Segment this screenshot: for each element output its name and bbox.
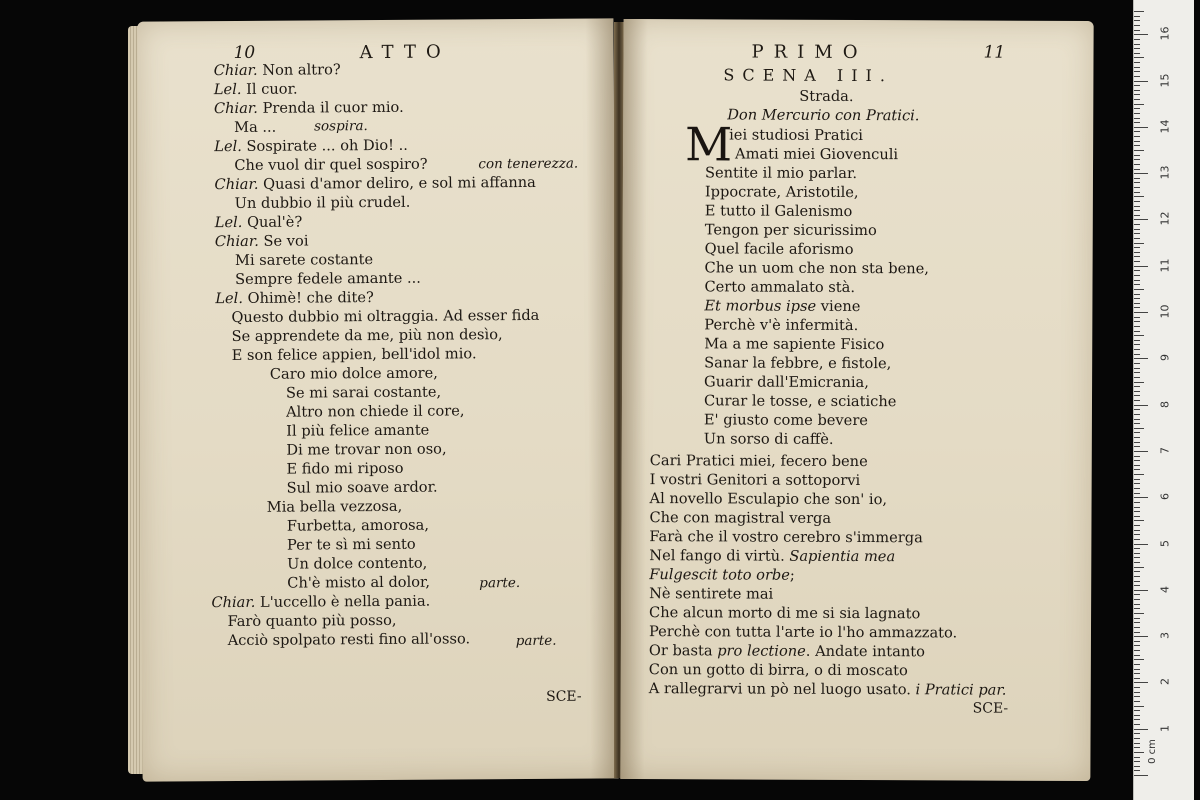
ruler-tick	[1134, 678, 1140, 679]
ruler-tick	[1134, 627, 1140, 628]
ruler-tick	[1134, 57, 1144, 58]
ruler-tick	[1134, 145, 1140, 146]
ruler-tick	[1134, 613, 1144, 614]
ruler-number: 6	[1158, 493, 1172, 501]
text-line: Et morbus ipse viene	[704, 297, 861, 316]
ruler-tick	[1134, 465, 1140, 466]
ruler-number: 4	[1158, 585, 1172, 593]
text-line: Chiar. Quasi d'amor deliro, e sol mi affanna	[214, 173, 536, 194]
speaker-name: Lel.	[215, 289, 243, 308]
ruler-tick	[1134, 312, 1148, 313]
ruler-number: 8	[1158, 400, 1172, 408]
ruler-tick	[1134, 622, 1140, 623]
ruler-tick	[1134, 548, 1140, 549]
text-line: Mia bella vezzosa,	[266, 497, 403, 516]
ruler-tick	[1134, 344, 1140, 345]
text-line: Ma ...	[234, 118, 277, 136]
ruler-tick	[1134, 641, 1140, 642]
stage-direction: con tenerezza.	[478, 155, 579, 173]
speaker-name: Chiar.	[211, 593, 256, 612]
ruler-tick	[1134, 590, 1148, 591]
ruler-tick	[1134, 451, 1148, 452]
text-line: Acciò spolpato resti fino all'osso.	[227, 630, 471, 650]
ruler-tick	[1134, 618, 1140, 619]
ruler-tick	[1134, 687, 1140, 688]
ruler-tick	[1134, 372, 1140, 373]
ruler-tick	[1134, 141, 1140, 142]
ruler-tick	[1134, 752, 1144, 753]
speaker-name: Lel.	[214, 137, 242, 156]
text-line: Il più felice amante	[286, 421, 430, 440]
page-number-right: 11	[983, 42, 1006, 63]
ruler-tick	[1134, 664, 1140, 665]
ruler-tick	[1134, 645, 1140, 646]
text-line: Or basta pro lectione. Andate intanto	[648, 642, 925, 661]
ruler-tick	[1134, 150, 1144, 151]
ruler-tick	[1134, 377, 1140, 378]
ruler-tick	[1134, 405, 1148, 406]
ruler-tick	[1134, 62, 1140, 63]
ruler-tick	[1134, 48, 1140, 49]
ruler-tick	[1134, 173, 1148, 174]
text-line: Che vuol dir quel sospiro?	[234, 155, 428, 174]
text-line: Quel facile aforismo	[704, 240, 854, 258]
text-line: Chiar. Prenda il cuor mio.	[213, 98, 404, 118]
speaker-name: Chiar.	[214, 232, 259, 251]
ruler-tick	[1134, 94, 1140, 95]
ruler-tick	[1134, 349, 1140, 350]
ruler-tick	[1134, 456, 1140, 457]
running-header-left: ATTO	[359, 41, 451, 64]
ruler-tick	[1134, 761, 1140, 762]
ruler-tick	[1134, 317, 1140, 318]
ruler-tick	[1134, 474, 1144, 475]
text-line: Chiar. Se voi	[214, 232, 309, 251]
ruler-tick	[1134, 178, 1140, 179]
ruler-tick	[1134, 488, 1140, 489]
ruler-tick	[1134, 294, 1140, 295]
ruler-number: 7	[1158, 446, 1172, 454]
ruler-tick	[1134, 182, 1140, 183]
text-line: Perchè con tutta l'arte io l'ho ammazzato.	[648, 623, 958, 642]
ruler-tick	[1134, 692, 1140, 693]
ruler-tick	[1134, 127, 1148, 128]
text-line: Sanar la febbre, e fistole,	[704, 354, 892, 373]
text-line: A rallegrarvi un pò nel luogo usato. i Pratici par.	[648, 680, 1007, 699]
ruler-tick	[1134, 414, 1140, 415]
ruler-tick	[1134, 280, 1140, 281]
ruler-number: 5	[1158, 539, 1172, 547]
ruler-tick	[1134, 511, 1140, 512]
ruler-tick	[1134, 493, 1140, 494]
ruler-tick	[1134, 696, 1140, 697]
ruler-tick	[1134, 53, 1140, 54]
ruler-tick	[1134, 122, 1140, 123]
text-line: Nè sentirete mai	[649, 585, 774, 603]
ruler-tick	[1134, 331, 1140, 332]
ruler-tick	[1134, 442, 1140, 443]
ruler-tick	[1134, 567, 1144, 568]
text-line: Chiar. Non altro?	[213, 61, 341, 80]
ruler-tick	[1134, 81, 1148, 82]
ruler-tick	[1134, 187, 1140, 188]
ruler-tick	[1134, 275, 1140, 276]
text-line: Curar le tosse, e sciatiche	[703, 392, 897, 411]
ruler-tick	[1134, 224, 1140, 225]
ruler-tick	[1134, 581, 1140, 582]
scene-title: SCENA III.	[723, 65, 894, 86]
ruler-tick	[1134, 326, 1140, 327]
ruler-tick	[1134, 238, 1140, 239]
ruler-tick	[1134, 289, 1144, 290]
ruler-tick	[1134, 233, 1140, 234]
ruler-tick	[1134, 363, 1140, 364]
ruler-tick	[1134, 335, 1144, 336]
text-line: Un dolce contento,	[287, 554, 428, 573]
ruler-tick	[1134, 391, 1140, 392]
speaker-name: Chiar.	[214, 175, 259, 194]
ruler-tick	[1134, 437, 1140, 438]
ruler-tick	[1134, 469, 1140, 470]
speaker-name: Chiar.	[213, 99, 258, 118]
ruler-tick	[1134, 39, 1140, 40]
ruler-tick	[1134, 164, 1140, 165]
ruler-tick	[1134, 118, 1140, 119]
ruler-tick	[1134, 655, 1140, 656]
ruler-tick	[1134, 423, 1140, 424]
ruler-tick	[1134, 67, 1140, 68]
ruler-number: 13	[1158, 165, 1172, 180]
ruler-tick	[1134, 247, 1140, 248]
text-line: Che con magistral verga	[649, 509, 832, 527]
ruler-tick	[1134, 608, 1140, 609]
ruler-tick	[1134, 85, 1140, 86]
speaker-name: Lel.	[213, 80, 242, 99]
text-line: Mi sarete costante	[234, 251, 374, 269]
ruler-tick	[1134, 261, 1140, 262]
text-line: Un sorso di caffè.	[703, 430, 834, 448]
ruler-tick	[1134, 113, 1140, 114]
ruler-tick	[1134, 131, 1140, 132]
text-line: Certo ammalato stà.	[704, 278, 856, 296]
ruler-tick	[1134, 682, 1148, 683]
ruler-tick	[1134, 284, 1140, 285]
ruler-tick	[1134, 298, 1140, 299]
text-line: Di me trovar non oso,	[286, 440, 447, 459]
ruler-number: 2	[1158, 678, 1172, 686]
text-line: Per te sì mi sento	[286, 535, 416, 554]
ruler-tick	[1134, 252, 1140, 253]
ruler-tick	[1134, 706, 1144, 707]
ruler-tick	[1134, 483, 1140, 484]
ruler-tick	[1134, 507, 1140, 508]
text-line: Sul mio soave ardor.	[286, 478, 438, 497]
catchword: SCE-	[972, 700, 1009, 717]
text-line: Un dubbio il più crudel.	[234, 193, 411, 212]
ruler-tick	[1134, 479, 1140, 480]
ruler-tick	[1134, 562, 1140, 563]
ruler-tick	[1134, 553, 1140, 554]
ruler-tick	[1134, 71, 1140, 72]
ruler-tick	[1134, 724, 1140, 725]
ruler-tick	[1134, 497, 1148, 498]
ruler-tick	[1134, 136, 1140, 137]
text-line: Chiar. L'uccello è nella pania.	[211, 592, 431, 612]
text-line: Che un uom che non sta bene,	[704, 259, 929, 278]
ruler-number: 12	[1158, 211, 1172, 226]
ruler-tick	[1134, 747, 1140, 748]
ruler-tick	[1134, 557, 1140, 558]
ruler-tick	[1134, 594, 1140, 595]
ruler-tick	[1134, 108, 1140, 109]
text-line: Furbetta, amorosa,	[286, 516, 430, 535]
text-line: Perchè v'è infermità.	[704, 316, 859, 335]
ruler-tick	[1134, 354, 1140, 355]
page-number-left: 10	[233, 42, 256, 63]
text-line: Al novello Esculapio che son' io,	[649, 490, 888, 509]
ruler-tick	[1134, 534, 1140, 535]
measurement-ruler	[1133, 0, 1194, 800]
text-line: iei studiosi Pratici	[729, 126, 864, 145]
ruler-tick	[1134, 382, 1144, 383]
ruler-tick	[1134, 460, 1140, 461]
ruler-tick	[1134, 25, 1140, 26]
stage-direction: parte.	[479, 575, 521, 592]
drop-cap: M	[684, 117, 733, 172]
text-line: Fulgescit toto orbe;	[649, 566, 795, 584]
ruler-tick	[1134, 219, 1148, 220]
ruler-tick	[1134, 544, 1148, 545]
text-line: Che alcun morto di me si sia lagnato	[649, 604, 921, 623]
ruler-tick	[1134, 99, 1140, 100]
ruler-tick	[1134, 530, 1140, 531]
ruler-tick	[1134, 201, 1140, 202]
ruler-tick	[1134, 266, 1148, 267]
text-line: Ma a me sapiente Fisico	[704, 335, 885, 354]
text-line: Farò quanto più posso,	[227, 611, 397, 631]
text-line: Nel fango di virtù. Sapientia mea	[649, 547, 896, 566]
ruler-tick	[1134, 256, 1140, 257]
running-header-right: PRIMO	[751, 41, 868, 64]
ruler-tick	[1134, 516, 1140, 517]
ruler-tick	[1134, 104, 1144, 105]
ruler-tick	[1134, 368, 1140, 369]
ruler-tick	[1134, 673, 1140, 674]
stage-direction: parte.	[515, 632, 557, 650]
ruler-tick	[1134, 90, 1140, 91]
ruler-tick	[1134, 715, 1140, 716]
text-line: Sentite il mio parlar.	[704, 164, 858, 182]
ruler-tick	[1134, 400, 1140, 401]
ruler-tick	[1134, 525, 1140, 526]
text-line: E tutto il Galenismo	[704, 202, 853, 220]
text-line: Lel. Ohimè! che dite?	[215, 289, 374, 308]
text-line: Cari Pratici miei, fecero bene	[649, 452, 868, 471]
speaker-name: Chiar.	[213, 61, 258, 80]
ruler-tick	[1134, 11, 1144, 12]
catchword: SCE-	[546, 688, 582, 705]
ruler-tick	[1134, 409, 1140, 410]
ruler-tick	[1134, 34, 1148, 35]
scene-setting: Strada.	[799, 87, 854, 105]
ruler-tick	[1134, 632, 1140, 633]
text-line: Guarir dall'Emicrania,	[704, 373, 869, 392]
ruler-number: 15	[1158, 73, 1172, 87]
stage-direction: sospira.	[314, 118, 368, 135]
ruler-tick	[1134, 770, 1140, 771]
ruler-tick	[1134, 215, 1140, 216]
text-line: Lel. Sospirate ... oh Dio! ..	[214, 136, 408, 156]
text-line: E fido mi riposo	[286, 459, 404, 478]
ruler-tick	[1134, 669, 1140, 670]
ruler-tick	[1134, 20, 1140, 21]
ruler-tick	[1134, 729, 1148, 730]
text-line: E son felice appien, bell'idol mio.	[231, 345, 477, 365]
text-line: Sempre fedele amante ...	[235, 269, 421, 288]
ruler-tick	[1134, 539, 1140, 540]
right-page	[620, 19, 1093, 781]
ruler-tick	[1134, 159, 1140, 160]
ruler-tick	[1134, 419, 1140, 420]
ruler-number: 3	[1158, 632, 1172, 640]
ruler-tick	[1134, 206, 1140, 207]
ruler-tick	[1134, 270, 1140, 271]
text-line: Tengon per sicurissimo	[704, 221, 877, 240]
ruler-tick	[1134, 76, 1140, 77]
ruler-tick	[1134, 775, 1148, 776]
ruler-tick	[1134, 585, 1140, 586]
ruler-tick	[1134, 738, 1140, 739]
ruler-tick	[1134, 155, 1140, 156]
ruler-tick	[1134, 446, 1140, 447]
ruler-number: 9	[1158, 354, 1172, 362]
ruler-tick	[1134, 229, 1140, 230]
ruler-tick	[1134, 432, 1140, 433]
ruler-tick	[1134, 743, 1140, 744]
ruler-number: 10	[1158, 304, 1172, 319]
ruler-tick	[1134, 701, 1140, 702]
ruler-tick	[1134, 599, 1140, 600]
ruler-tick	[1134, 386, 1140, 387]
ruler-tick	[1134, 340, 1140, 341]
text-line: Amati miei Giovenculi	[735, 145, 899, 164]
ruler-tick	[1134, 395, 1140, 396]
ruler-tick	[1134, 196, 1144, 197]
ruler-tick	[1134, 303, 1140, 304]
ruler-tick	[1134, 520, 1144, 521]
text-line: Caro mio dolce amore,	[269, 364, 438, 383]
text-line: Se mi sarai costante,	[285, 383, 442, 402]
text-line: Lel. Qual'è?	[214, 213, 303, 232]
ruler-tick	[1134, 766, 1140, 767]
ruler-tick	[1134, 659, 1144, 660]
ruler-tick	[1134, 192, 1140, 193]
ruler-tick	[1134, 30, 1140, 31]
ruler-number: 14	[1158, 119, 1172, 134]
scene-characters: Don Mercurio con Pratici.	[727, 106, 920, 125]
left-page	[137, 18, 618, 781]
text-line: Ippocrate, Aristotile,	[704, 183, 859, 202]
ruler-tick	[1134, 636, 1148, 637]
text-line: Lel. Il cuor.	[213, 80, 298, 99]
ruler-tick	[1134, 757, 1140, 758]
ruler-tick	[1134, 710, 1140, 711]
ruler-tick	[1134, 210, 1140, 211]
ruler-tick	[1134, 358, 1148, 359]
text-line: Altro non chiede il core,	[286, 402, 465, 421]
speaker-name: Lel.	[214, 213, 243, 232]
ruler-tick	[1134, 169, 1140, 170]
text-line: Questo dubbio mi oltraggia. Ad esser fida	[231, 306, 540, 327]
ruler-tick	[1134, 44, 1140, 45]
ruler-tick	[1134, 428, 1144, 429]
ruler-tick	[1134, 719, 1140, 720]
ruler-tick	[1134, 16, 1140, 17]
text-line: Con un gotto di birra, o di moscato	[648, 661, 908, 680]
ruler-tick	[1134, 576, 1140, 577]
ruler-tick	[1134, 502, 1140, 503]
ruler-number: 11	[1158, 258, 1172, 273]
text-line: Farà che il vostro cerebro s'immerga	[649, 528, 923, 547]
ruler-number: 16	[1158, 26, 1172, 41]
ruler-number: 1	[1158, 724, 1172, 732]
text-line: Se apprendete da me, più non desìo,	[231, 326, 503, 346]
ruler-tick	[1134, 307, 1140, 308]
ruler-tick	[1134, 604, 1140, 605]
text-line: I vostri Genitori a sottoporvi	[649, 471, 861, 490]
ruler-unit-label: 0 cm	[1146, 739, 1158, 764]
text-line: E' giusto come bevere	[703, 411, 868, 430]
ruler-tick	[1134, 650, 1140, 651]
text-line: Ch'è misto al dolor,	[287, 573, 431, 592]
ruler-tick	[1134, 243, 1144, 244]
ruler-tick	[1134, 321, 1140, 322]
ruler-tick	[1134, 733, 1140, 734]
ruler-tick	[1134, 571, 1140, 572]
